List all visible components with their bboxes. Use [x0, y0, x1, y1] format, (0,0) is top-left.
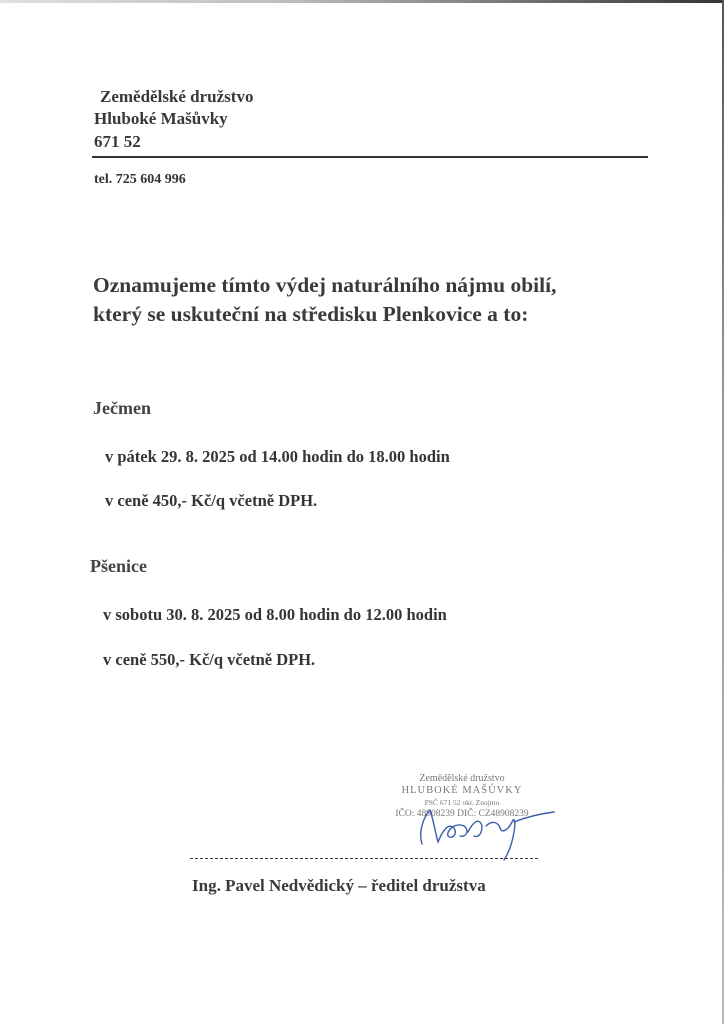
org-name: Zemědělské družstvo [100, 87, 254, 106]
stamp-org-name: Zemědělské družstvo [419, 773, 505, 784]
postal-code: 671 52 [94, 132, 141, 151]
org-place: Hluboké Mašůvky [94, 109, 228, 128]
announcement-line-1: Oznamujeme tímto výdej naturálního nájmu obilí, [93, 273, 557, 297]
stamp-address: PSČ 671 52 okr. Znojmo [424, 798, 500, 807]
schedule-line: v pátek 29. 8. 2025 od 14.00 hodin do 18.00 hodin [105, 447, 450, 466]
price-line: v ceně 450,- Kč/q včetně DPH. [105, 491, 318, 510]
handwritten-signature [408, 792, 558, 862]
signer-name: Ing. Pavel Nedvědický – ředitel družstva [192, 876, 486, 895]
signature-line [190, 858, 538, 859]
stamp-ids: IČO: 48908239 DIČ: CZ48908239 [395, 809, 529, 819]
header-rule [92, 156, 648, 158]
section-heading: Ječmen [93, 398, 151, 418]
phone-number: tel. 725 604 996 [94, 172, 186, 187]
announcement-line-2: který se uskuteční na středisku Plenkovice a to: [93, 302, 529, 326]
scan-top-edge [0, 0, 724, 3]
section-heading: Pšenice [90, 556, 147, 576]
stamp-org-place: HLUBOKÉ MAŠŮVKY [401, 785, 523, 796]
schedule-line: v sobotu 30. 8. 2025 od 8.00 hodin do 12.00 hodin [103, 605, 447, 624]
price-line: v ceně 550,- Kč/q včetně DPH. [103, 650, 316, 669]
